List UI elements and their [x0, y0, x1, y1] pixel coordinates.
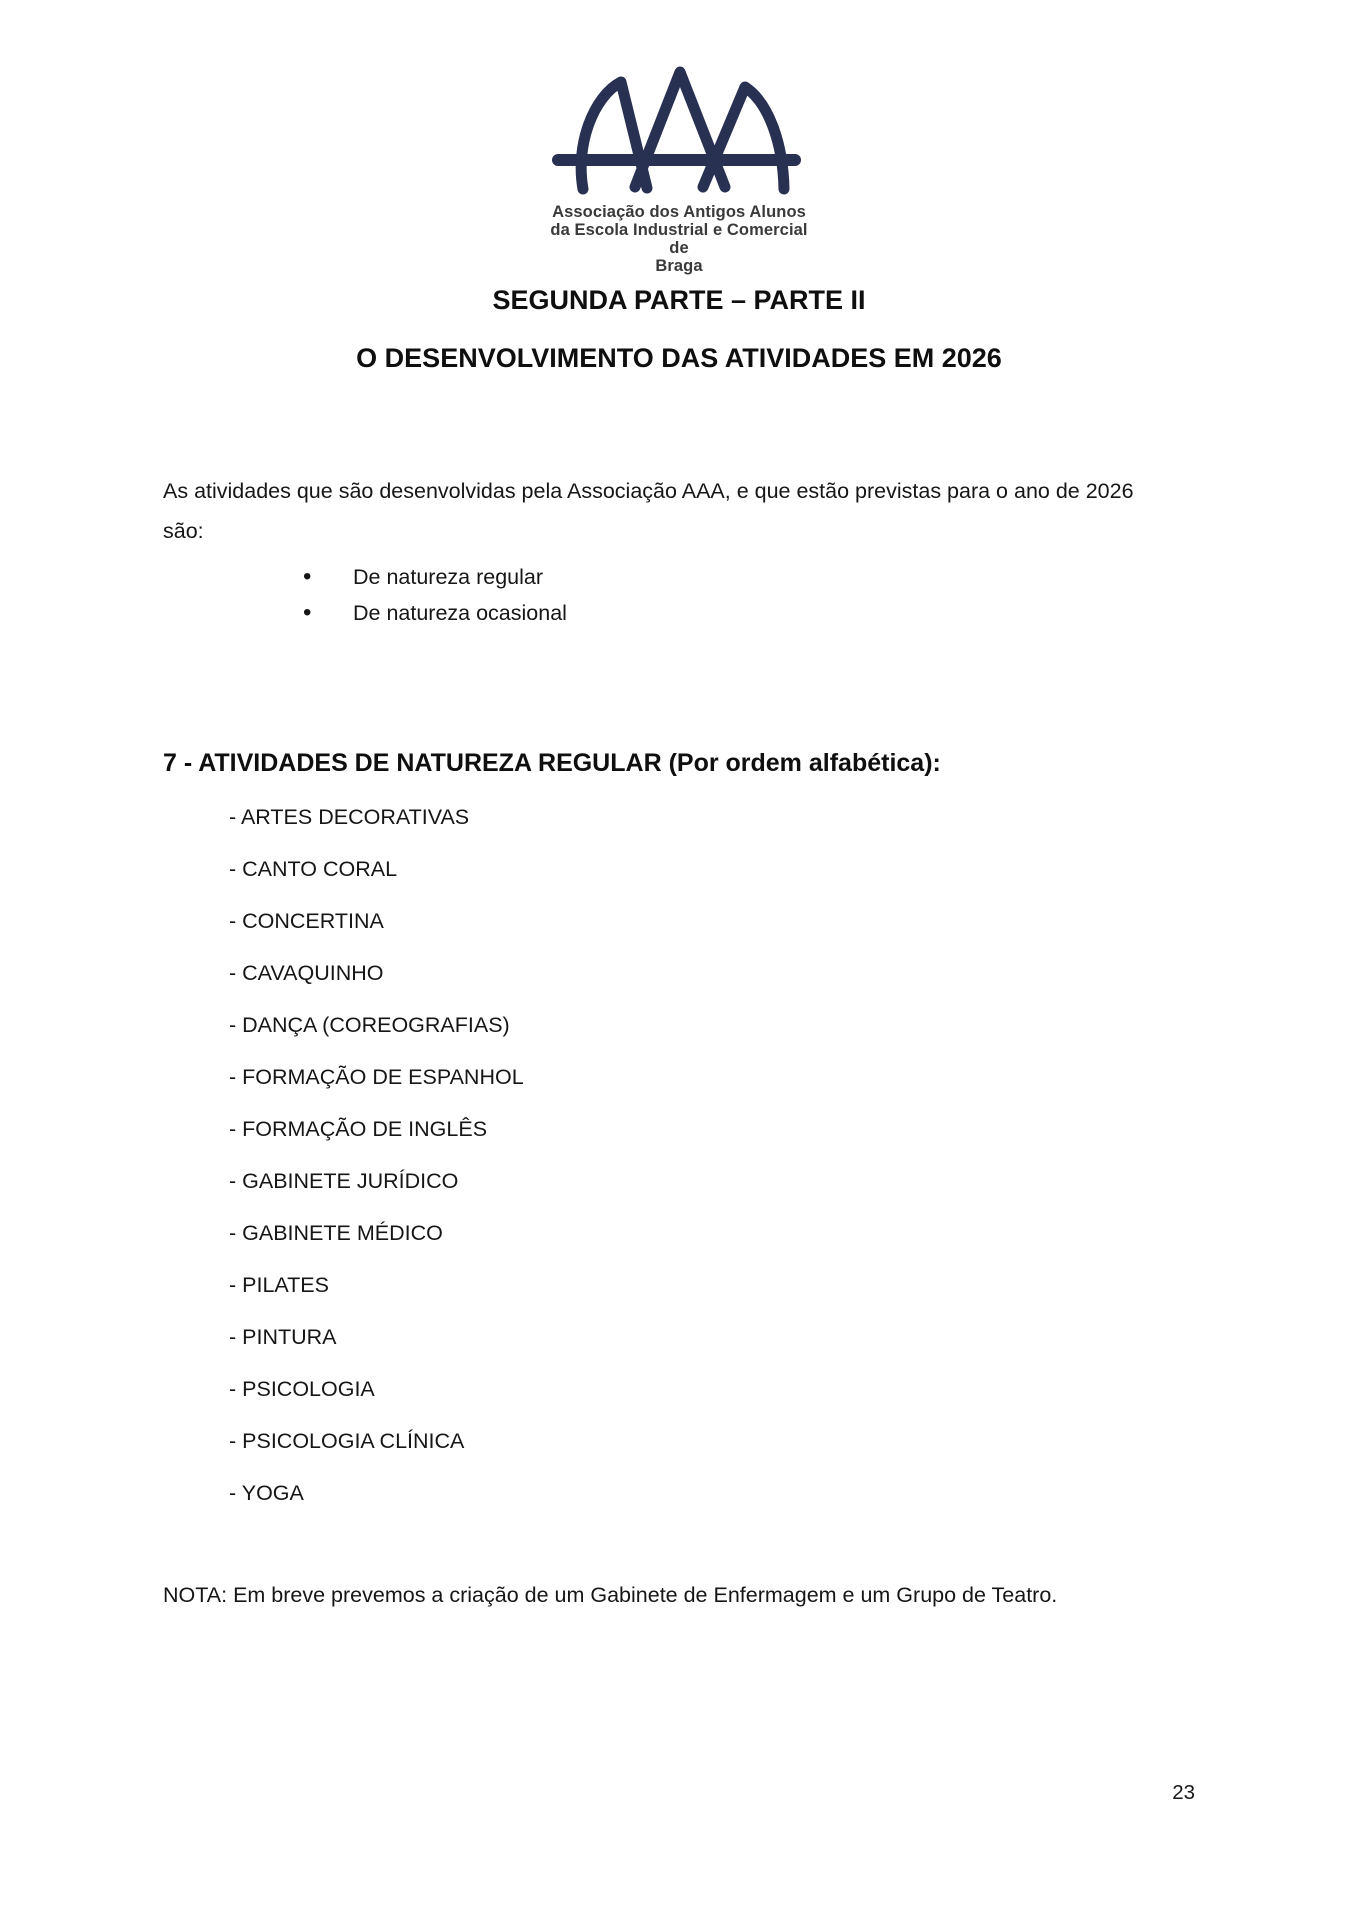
activities-list [229, 806, 1195, 1505]
intro-paragraph [163, 471, 1195, 551]
logo-caption-line: de [669, 239, 689, 257]
activity-item: - FORMAÇÃO DE INGLÊS [229, 1117, 488, 1141]
activity-item: - GABINETE JURÍDICO [229, 1169, 459, 1193]
activity-item: - PILATES [229, 1273, 329, 1297]
activity-item: - FORMAÇÃO DE ESPANHOL [229, 1065, 524, 1089]
logo-block [163, 56, 1195, 275]
logo-caption-line: Associação dos Antigos Alunos [552, 203, 806, 221]
intro-line-2: são: [163, 519, 204, 543]
activity-item: - PSICOLOGIA CLÍNICA [229, 1429, 465, 1453]
activity-item: - CAVAQUINHO [229, 961, 384, 985]
activity-item: - PINTURA [229, 1325, 337, 1349]
nature-bullet-list [163, 559, 1195, 631]
activity-item: - GABINETE MÉDICO [229, 1221, 443, 1245]
note-paragraph: NOTA: Em breve prevemos a criação de um Gabinete de Enfermagem e um Grupo de Teatro. [163, 1583, 1058, 1607]
activity-item: - YOGA [229, 1481, 304, 1505]
activity-item: - CONCERTINA [229, 909, 384, 933]
part-title: SEGUNDA PARTE – PARTE II [492, 285, 866, 315]
activity-item: - PSICOLOGIA [229, 1377, 375, 1401]
aaa-logo-icon [544, 56, 814, 196]
document-title: O DESENVOLVIMENTO DAS ATIVIDADES EM 2026 [356, 343, 1002, 373]
page-number: 23 [1172, 1781, 1195, 1804]
logo-caption [163, 203, 1195, 275]
activity-item: - CANTO CORAL [229, 857, 398, 881]
intro-line-1: As atividades que são desenvolvidas pela Associação AAA, e que estão previstas para o ano de 2026 [163, 479, 1134, 503]
logo-caption-line: da Escola Industrial e Comercial [550, 221, 808, 239]
activity-item: - DANÇA (COREOGRAFIAS) [229, 1013, 510, 1037]
activities-section-heading: 7 - ATIVIDADES DE NATUREZA REGULAR (Por ordem alfabética): [163, 749, 941, 777]
activity-item: - ARTES DECORATIVAS [229, 805, 470, 829]
bullet-item: • De natureza ocasional [303, 595, 1195, 631]
logo-caption-line: Braga [655, 257, 703, 275]
bullet-item: • De natureza regular [303, 559, 1195, 595]
